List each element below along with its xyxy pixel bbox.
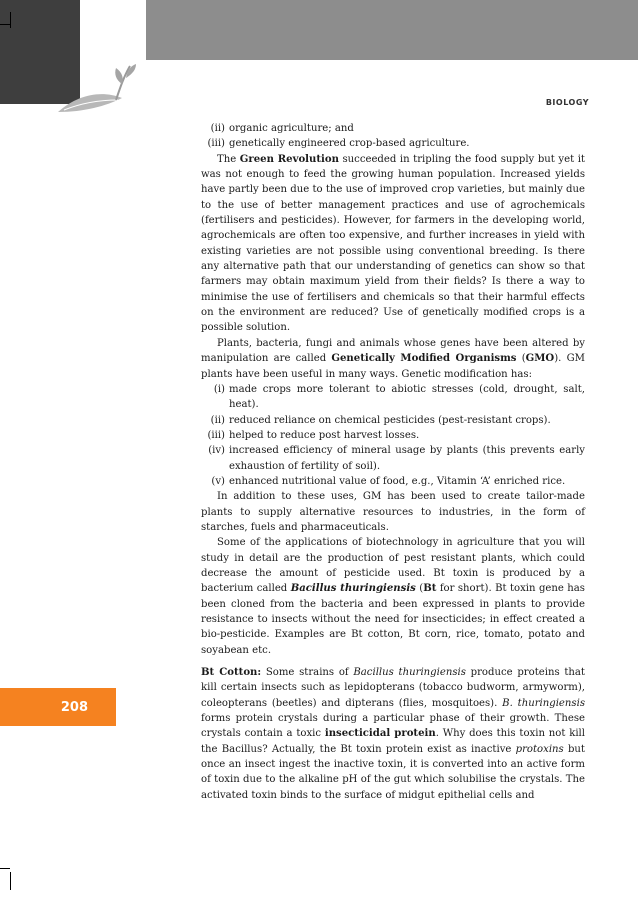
paragraph-gmo: Plants, bacteria, fungi and animals whose genes have been altered by manipulation are called Genetically Modified Organisms (GMO). GM plants have been useful in many ways. Genetic modification has: xyxy=(201,337,585,380)
list-text: enhanced nutritional value of food, e.g., Vitamin ‘A’ enriched rice. xyxy=(229,475,566,487)
section-heading-bt-cotton: Bt Cotton: xyxy=(201,667,262,679)
list-text: helped to reduce post harvest losses. xyxy=(229,429,420,441)
crop-mark-top-h xyxy=(0,24,10,25)
list-number: (iv) xyxy=(208,445,225,457)
term-gmo-abbr: GMO xyxy=(525,353,555,365)
list-item xyxy=(201,136,585,151)
list-item xyxy=(201,382,585,413)
list-number: (i) xyxy=(213,383,225,395)
page-body xyxy=(201,121,585,803)
chapter-header: BIOLOGY xyxy=(545,98,589,107)
leaf-logo-icon xyxy=(50,60,140,122)
list-item xyxy=(201,428,585,443)
list-number: (v) xyxy=(211,475,225,487)
term-bt: Bt xyxy=(423,583,437,595)
paragraph-bt-cotton: Bt Cotton: Some strains of Bacillus thuringiensis produce proteins that kill certain insects such as lepidopterans (tobacco budworm, armyworm), coleopterans (beetles) and dipterans (flies, mosquitoes). B. thuringiensis forms protein crystals during a particular phase of their growth. These crystals contain a toxic insecticidal protein. Why does this toxin not kill the Bacillus? Actually, the Bt toxin protein exist as inactive protoxins but once an insect ingest the inactive toxin, it is converted into an active form of toxin due to the alkaline pH of the gut which solubilise the crystals. The activated toxin binds to the surface of midgut epithelial cells and xyxy=(201,667,586,801)
list-item xyxy=(201,121,585,136)
header-grey-block xyxy=(146,0,638,60)
crop-mark-bottom-v xyxy=(10,872,11,890)
term-gmo: Genetically Modified Organisms xyxy=(331,353,517,365)
term-insecticidal-protein: insecticidal protein xyxy=(324,728,436,740)
paragraph-bt-toxin: Some of the applications of biotechnology in agriculture that you will study in detail are the production of pest resistant plants, which could decrease the amount of pesticide used. Bt toxin is produced by a bacterium called Bacillus thuringiensis (Bt for short). Bt toxin gene has been cloned from the bacteria and been expressed in plants to provide resistance to insects without the need for insecticides; in effect created a bio-pesticide. Examples are Bt cotton, Bt corn, rice, tomato, potato and soyabean etc. xyxy=(201,537,585,656)
paragraph-gap xyxy=(201,658,585,665)
list-number: (ii) xyxy=(210,123,225,134)
list-item xyxy=(201,443,585,474)
list-text: increased efficiency of mineral usage by plants (this prevents early exhaustion of fertility of soil). xyxy=(229,445,585,472)
list-text: organic agriculture; and xyxy=(229,123,354,134)
list-number: (ii) xyxy=(210,414,225,426)
term-green-revolution: Green Revolution xyxy=(239,153,339,165)
list-text: genetically engineered crop-based agriculture. xyxy=(229,138,470,150)
paragraph-gm-uses: In addition to these uses, GM has been used to create tailor-made plants to supply alternative resources to industries, in the form of starches, fuels and pharmaceuticals. xyxy=(201,491,585,533)
page-number: 208 xyxy=(0,688,116,726)
list-number: (iii) xyxy=(207,429,225,441)
term-bacillus: Bacillus thuringiensis xyxy=(290,583,416,595)
list-number: (iii) xyxy=(207,138,225,150)
list-text: reduced reliance on chemical pesticides (pest-resistant crops). xyxy=(229,414,551,426)
crop-mark-top-v xyxy=(10,12,11,28)
list-item xyxy=(201,474,585,489)
paragraph-green-revolution: The Green Revolution succeeded in tripling the food supply but yet it was not enough to feed the growing human population. Increased yields have partly been due to the use of improved crop varieties, but mainly due to the use of better management practices and use of agrochemicals (fertilisers and pesticides). However, for farmers in the developing world, agrochemicals are often too expensive, and further increases in yield with existing varieties are not possible using conventional breeding. Is there any alternative path that our understanding of genetics can show so that farmers may obtain maximum yield from their fields? Is there a way to minimise the use of fertilisers and chemicals so that their harmful effects on the environment are reduced? Use of genetically modified crops is a possible solution. xyxy=(201,153,585,334)
list-item xyxy=(201,413,585,428)
list-text: made crops more tolerant to abiotic stresses (cold, drought, salt, heat). xyxy=(229,383,585,411)
crop-mark-bottom-h xyxy=(0,868,10,869)
